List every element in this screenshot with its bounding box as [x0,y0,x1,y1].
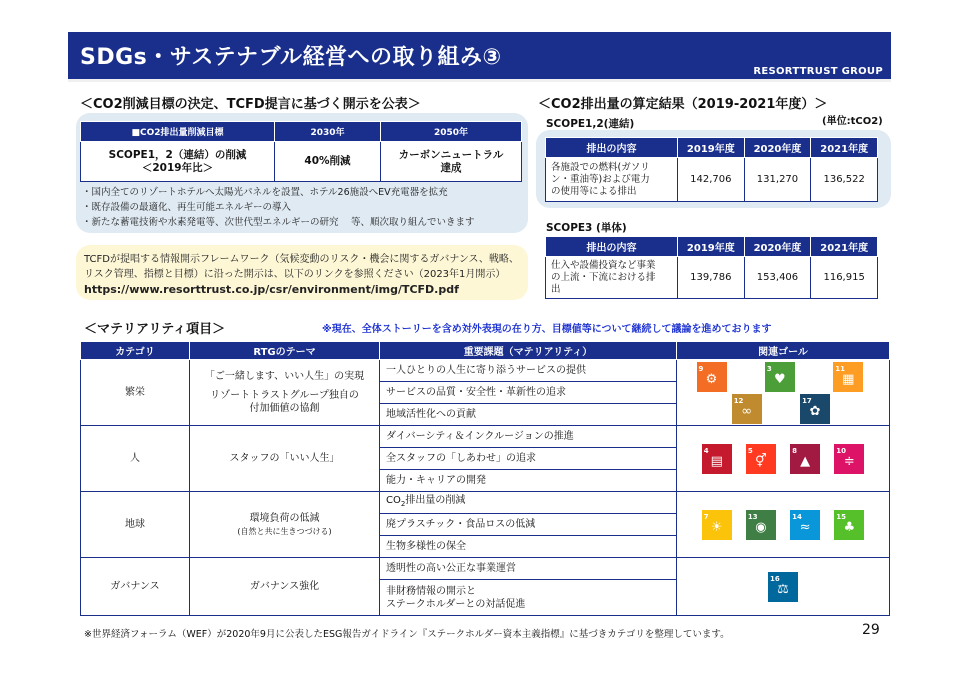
category-governance: ガバナンス [81,558,190,616]
scope3-2021-value: 116,915 [811,257,878,299]
footnote: ※世界経済フォーラム（WEF）が2020年9月に公表したESG報告ガイドライン『ステークホルダー資本主義指標』に基づきカテゴリを整理しています。 [84,629,730,640]
table-row: サービスの品質・安全性・革新性の追求 [380,382,677,404]
sdg-13-icon: 13 ◉ [746,510,776,540]
page-number: 29 [862,622,880,638]
tcfd-text: TCFDが提唱する情報開示フレームワーク（気候変動のリスク・機会に関するガバナンス、戦略、 リスク管理、指標と目標）に沿った開示は、以下のリンクを参照ください（2023年1月開示） https://www.resorttrust.co.jp/csr/environment/img/TCFD.pdf [84,254,519,296]
sdg-7-icon: 7 ☀ [702,510,732,540]
materiality-table [80,341,890,616]
table-row: 一人ひとりの人生に寄り添うサービスの提供 [380,360,677,382]
sdg-16-icon: 16 ⚖ [768,572,798,602]
goals-people [677,426,890,492]
scope3-description: 仕入や設備投資など事業 の上流・下流における排 出 [546,257,678,299]
scope3-2020-value: 153,406 [744,257,811,299]
scope12-2020-value: 131,270 [744,158,811,202]
tcfd-link[interactable]: https://www.resorttrust.co.jp/csr/environment/img/TCFD.pdf [84,283,459,296]
unit-label: (単位:tCO2) [822,116,883,127]
target-2050-value: カーボンニュートラル 達成 [381,142,522,182]
col-emission-content: 排出の内容 [546,138,678,158]
materiality-note: ※現在、全体ストーリーを含め対外表現の在り方、目標値等について継続して議論を進めております [322,324,772,335]
list-item: ・既存設備の最適化、再生可能エネルギーの導入 [82,202,292,213]
theme-people: スタッフの「いい人生」 [190,426,380,492]
category-people: 人 [81,426,190,492]
table-row: 能力・キャリアの開発 [380,470,677,492]
sdg-10-icon: 10 ≑ [834,444,864,474]
scope3-label: SCOPE3 (単体) [546,222,627,234]
sdg-4-icon: 4 ▤ [702,444,732,474]
col-fy2020: 2020年度 [744,237,811,257]
goals-prosperity [677,360,890,426]
col-fy2019: 2019年度 [678,237,745,257]
table-row: 廃プラスチック・食品ロスの低減 [380,514,677,536]
co2-initiatives-list [82,185,475,230]
co2-results-section-title: ＜CO2排出量の算定結果（2019-2021年度）＞ [538,97,828,112]
table-row: 生物多様性の保全 [380,536,677,558]
table-row: 全スタッフの「しあわせ」の追求 [380,448,677,470]
theme-planet: 環境負荷の低減 (自然と共に生きつづける) [190,492,380,558]
goals-governance [677,558,890,616]
scope12-label: SCOPE1,2(連結) [546,118,635,130]
theme-prosperity: 「ご一緒します、いい人生」の実現 リゾートトラストグループ独自の 付加価値の協創 [190,360,380,426]
sdg-9-icon: 9 ⚙ [697,362,727,392]
scope12-description: 各施設での燃料(ガソリ ン・重油等)および電力 の使用等による排出 [546,158,678,202]
col-fy2019: 2019年度 [678,138,745,158]
sdg-15-icon: 15 ♣ [834,510,864,540]
col-related-goals: 関連ゴール [677,342,890,360]
target-row-label: SCOPE1，2（連結）の削減 ＜2019年比＞ [81,142,275,182]
col-2030: 2030年 [275,122,381,142]
title-banner [68,32,891,82]
sdg-3-icon: 3 ♥ [765,362,795,392]
scope12-2021-value: 136,522 [811,158,878,202]
co2-target-table [80,121,522,182]
sdg-11-icon: 11 ▦ [833,362,863,392]
col-material-issue: 重要課題（マテリアリティ） [380,342,677,360]
sdg-8-icon: 8 ▲ [790,444,820,474]
scope3-2019-value: 139,786 [678,257,745,299]
category-planet: 地球 [81,492,190,558]
co2-target-section-title: ＜CO2削減目標の決定、TCFD提言に基づく開示を公表＞ [80,97,421,112]
scope3-table [545,236,878,299]
scope12-2019-value: 142,706 [678,158,745,202]
list-item: ・国内全てのリゾートホテルへ太陽光パネルを設置、ホテル26施設へEV充電器を拡充 [82,187,448,198]
page-title: SDGs・サステナブル経営への取り組み③ [80,45,502,70]
company-name: RESORTTRUST GROUP [753,66,883,77]
list-item: ・新たな蓄電技術や水素発電等、次世代型エネルギーの研究 等、順次取り組んでいきます [82,217,475,228]
col-2050: 2050年 [381,122,522,142]
sdg-17-icon: 17 ✿ [800,394,830,424]
table-row: 地域活性化への貢献 [380,404,677,426]
table-row: ダイバーシティ＆インクルージョンの推進 [380,426,677,448]
target-2030-value: 40%削減 [275,142,381,182]
scope12-table [545,137,878,202]
theme-governance: ガバナンス強化 [190,558,380,616]
materiality-section-title: ＜マテリアリティ項目＞ [84,322,226,337]
sdg-5-icon: 5 ⚥ [746,444,776,474]
col-emission-content: 排出の内容 [546,237,678,257]
col-fy2021: 2021年度 [811,138,878,158]
goals-planet [677,492,890,558]
col-fy2021: 2021年度 [811,237,878,257]
sdg-14-icon: 14 ≈ [790,510,820,540]
category-prosperity: 繁栄 [81,360,190,426]
col-theme: RTGのテーマ [190,342,380,360]
col-target-label: ■CO2排出量削減目標 [81,122,275,142]
table-row: $CO_2$排出量の削減 [380,492,677,514]
col-fy2020: 2020年度 [744,138,811,158]
table-row: 透明性の高い公正な事業運営 [380,558,677,580]
table-row: 非財務情報の開示と ステークホルダーとの対話促進 [380,580,677,616]
sdg-12-icon: 12 ∞ [732,394,762,424]
col-category: カテゴリ [81,342,190,360]
